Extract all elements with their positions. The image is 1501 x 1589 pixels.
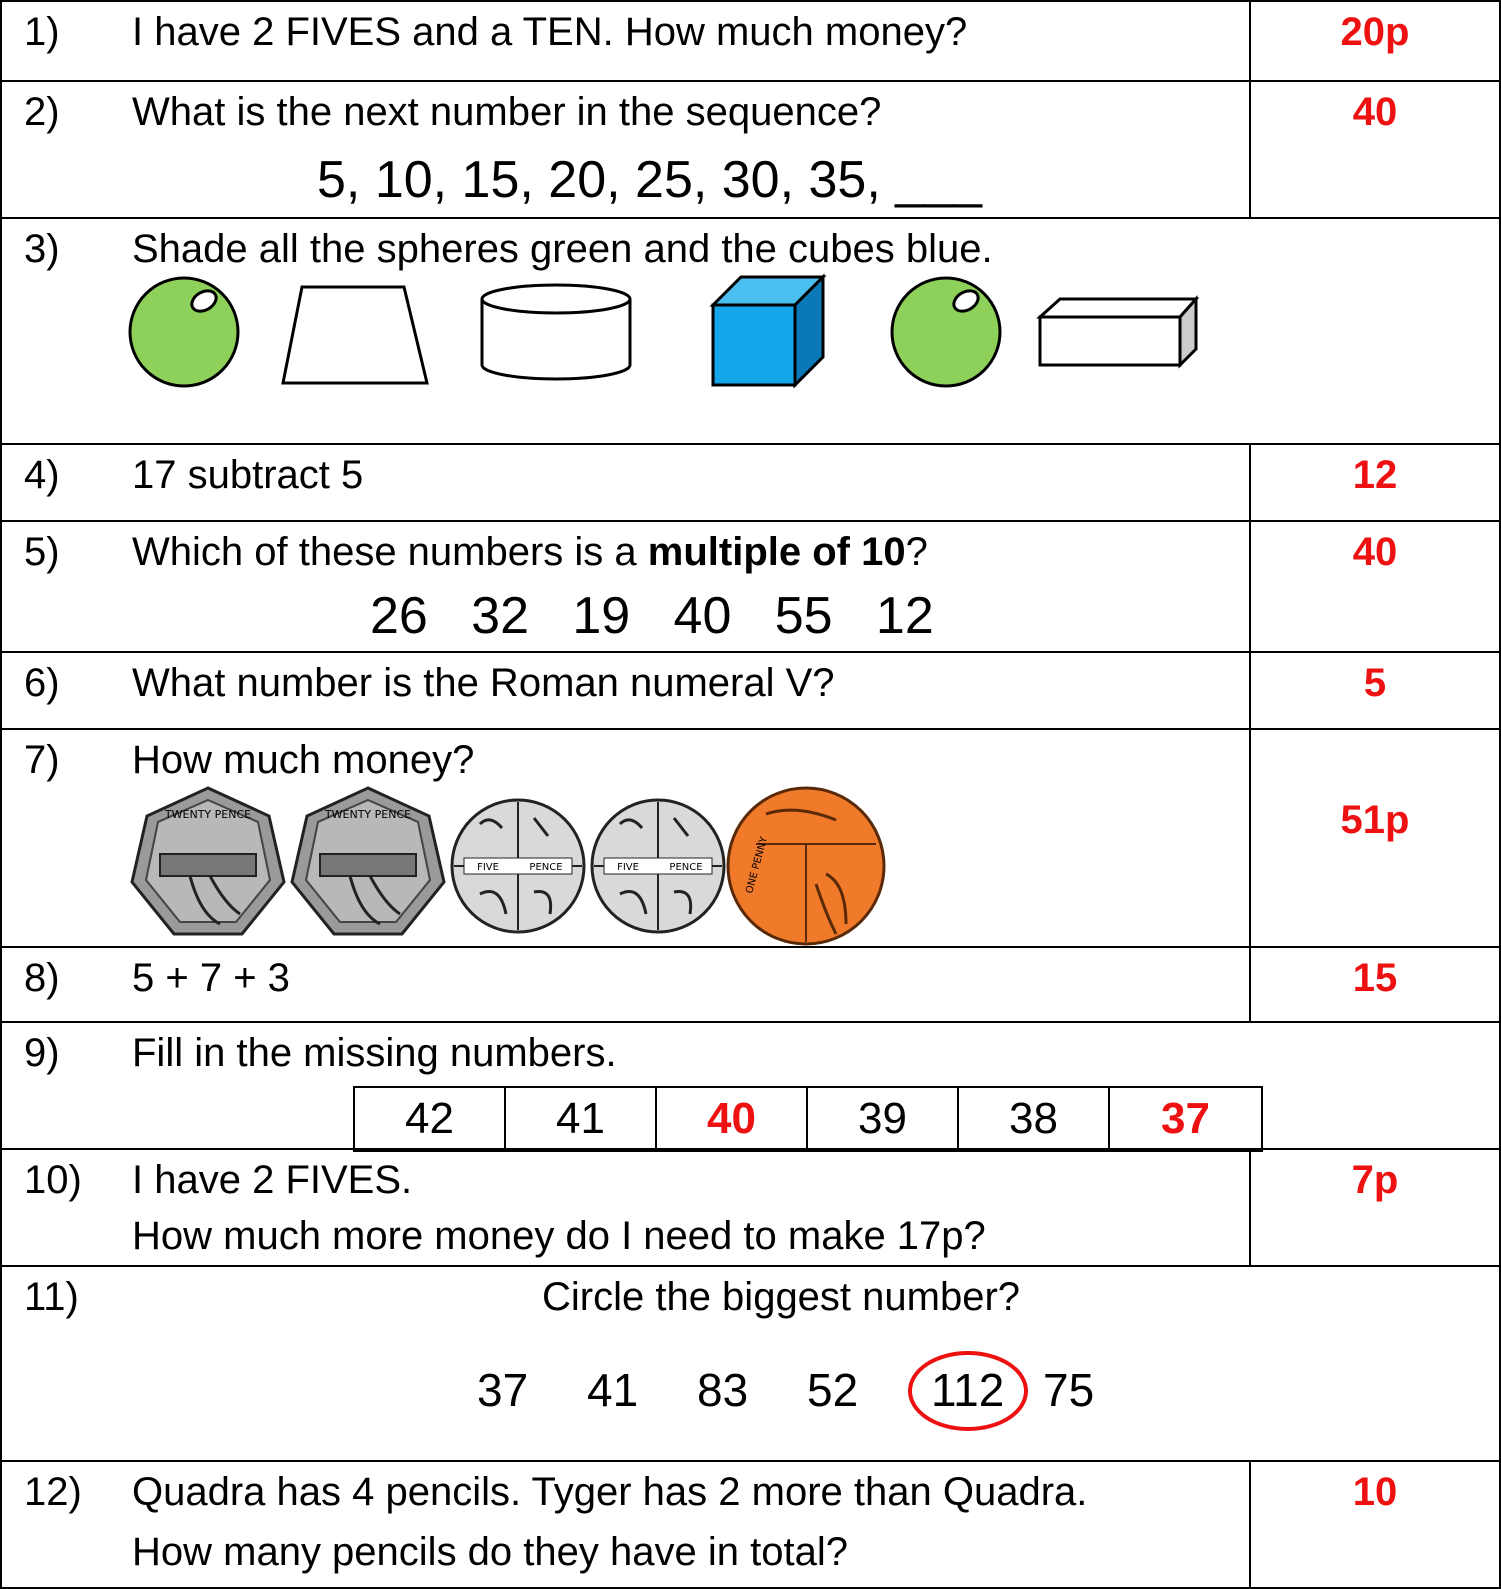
number-choice: 75 <box>1043 1364 1095 1416</box>
coin-label: TWENTY PENCE <box>324 808 412 821</box>
question-row-5 <box>0 520 1501 651</box>
question-row-6 <box>0 651 1501 728</box>
question-text: 5 + 7 + 3 <box>132 956 290 1000</box>
question-number: 6) <box>24 661 60 705</box>
answer-cell <box>1249 730 1499 946</box>
answer-text: 15 <box>1352 956 1398 1000</box>
question-number: 2) <box>24 90 60 134</box>
question-number: 3) <box>24 227 60 271</box>
number-cell: 41 <box>506 1088 657 1150</box>
missing-numbers-grid <box>353 1086 1263 1152</box>
answer-text: 12 <box>1352 453 1398 497</box>
question-text: What is the next number in the sequence? <box>132 90 882 134</box>
number-choice: 83 <box>697 1364 749 1416</box>
sphere-shape <box>892 278 1000 386</box>
question-number: 4) <box>24 453 60 497</box>
question-text: What number is the Roman numeral V? <box>132 661 835 705</box>
question-row-4 <box>0 443 1501 520</box>
answer-text: 7p <box>1351 1158 1399 1202</box>
question-number: 5) <box>24 530 60 574</box>
answer-text: 40 <box>1352 90 1398 134</box>
frustum-shape <box>283 287 427 383</box>
question-row-10 <box>0 1148 1501 1265</box>
answer-text: 5 <box>1363 661 1387 705</box>
answer-cell <box>1249 653 1499 728</box>
answer-text: 20p <box>1340 10 1410 54</box>
answer-text: 51p <box>1340 798 1410 842</box>
one-penny-coin <box>728 788 884 944</box>
coin-label: TWENTY PENCE <box>164 808 252 821</box>
answer-cell <box>1249 1462 1499 1587</box>
coin-label: FIVE <box>617 862 639 873</box>
question-text: I have 2 FIVES and a TEN. How much money? <box>132 10 968 54</box>
question-number: 12) <box>24 1470 82 1514</box>
answer-cell <box>1249 445 1499 520</box>
answer-text: 40 <box>1352 530 1398 574</box>
question-row-3 <box>0 217 1501 443</box>
question-text: 17 subtract 5 <box>132 453 364 497</box>
answer-cell <box>1249 522 1499 651</box>
answer-cell-filled: 40 <box>657 1088 808 1150</box>
question-row-1 <box>0 0 1501 80</box>
question-text-end: ? <box>905 530 928 574</box>
twenty-pence-coin <box>132 788 284 934</box>
question-text: Shade all the spheres green and the cubes blue. <box>132 227 993 271</box>
question-text-line-2: How much more money do I need to make 17p? <box>132 1214 986 1258</box>
question-row-12 <box>0 1460 1501 1589</box>
number-options: 26 32 19 40 55 12 <box>370 587 934 645</box>
twenty-pence-coin <box>292 788 444 934</box>
number-choice: 37 <box>477 1364 529 1416</box>
coin-label: PENCE <box>669 862 703 873</box>
question-text: Fill in the missing numbers. <box>132 1031 617 1075</box>
answer-circle <box>906 1349 1036 1433</box>
answer-text: 10 <box>1352 1470 1398 1514</box>
question-row-7 <box>0 728 1501 946</box>
question-row-11 <box>0 1265 1501 1460</box>
number-choice: 52 <box>807 1364 859 1416</box>
coin-label: ONE PENNY <box>744 835 770 895</box>
answer-cell-filled: 37 <box>1161 1094 1210 1143</box>
coin-label: PENCE <box>529 862 563 873</box>
five-pence-coin <box>592 800 724 932</box>
question-text: Quadra has 4 pencils. Tyger has 2 more than Quadra. <box>132 1470 1088 1514</box>
shapes-illustration <box>122 277 1242 407</box>
answer-cell <box>1249 2 1499 80</box>
number-cell: 38 <box>959 1088 1110 1150</box>
answer-cell <box>1249 82 1499 217</box>
question-text: How much money? <box>132 738 475 782</box>
question-row-8 <box>0 946 1501 1021</box>
cube-shape <box>713 277 823 385</box>
number-cell: 39 <box>808 1088 959 1150</box>
question-text: Circle the biggest number? <box>542 1275 1021 1319</box>
question-number: 1) <box>24 10 60 54</box>
question-row-2 <box>0 80 1501 217</box>
answer-cell <box>1249 948 1499 1021</box>
sphere-shape <box>130 278 238 386</box>
question-text-start: Which of these numbers is a <box>132 530 648 574</box>
question-row-9 <box>0 1021 1501 1148</box>
answer-cell <box>1249 1150 1499 1265</box>
cylinder-shape <box>482 285 630 379</box>
question-text <box>132 530 928 575</box>
question-text-bold: multiple of 10 <box>647 530 906 574</box>
question-number: 11) <box>24 1275 79 1319</box>
number-choice-circled: 112 <box>931 1364 1005 1416</box>
question-number: 7) <box>24 738 60 782</box>
coins-illustration <box>130 784 890 944</box>
coin-label: FIVE <box>477 862 499 873</box>
question-number: 9) <box>24 1031 60 1075</box>
number-cell: 42 <box>355 1088 506 1150</box>
number-choice: 41 <box>587 1364 639 1416</box>
question-number: 10) <box>24 1158 82 1202</box>
five-pence-coin <box>452 800 584 932</box>
cuboid-shape <box>1040 299 1196 365</box>
question-number: 8) <box>24 956 60 1000</box>
question-text-line-2: How many pencils do they have in total? <box>132 1530 848 1574</box>
number-sequence: 5, 10, 15, 20, 25, 30, 35, ___ <box>317 151 982 209</box>
question-text: I have 2 FIVES. <box>132 1158 413 1202</box>
